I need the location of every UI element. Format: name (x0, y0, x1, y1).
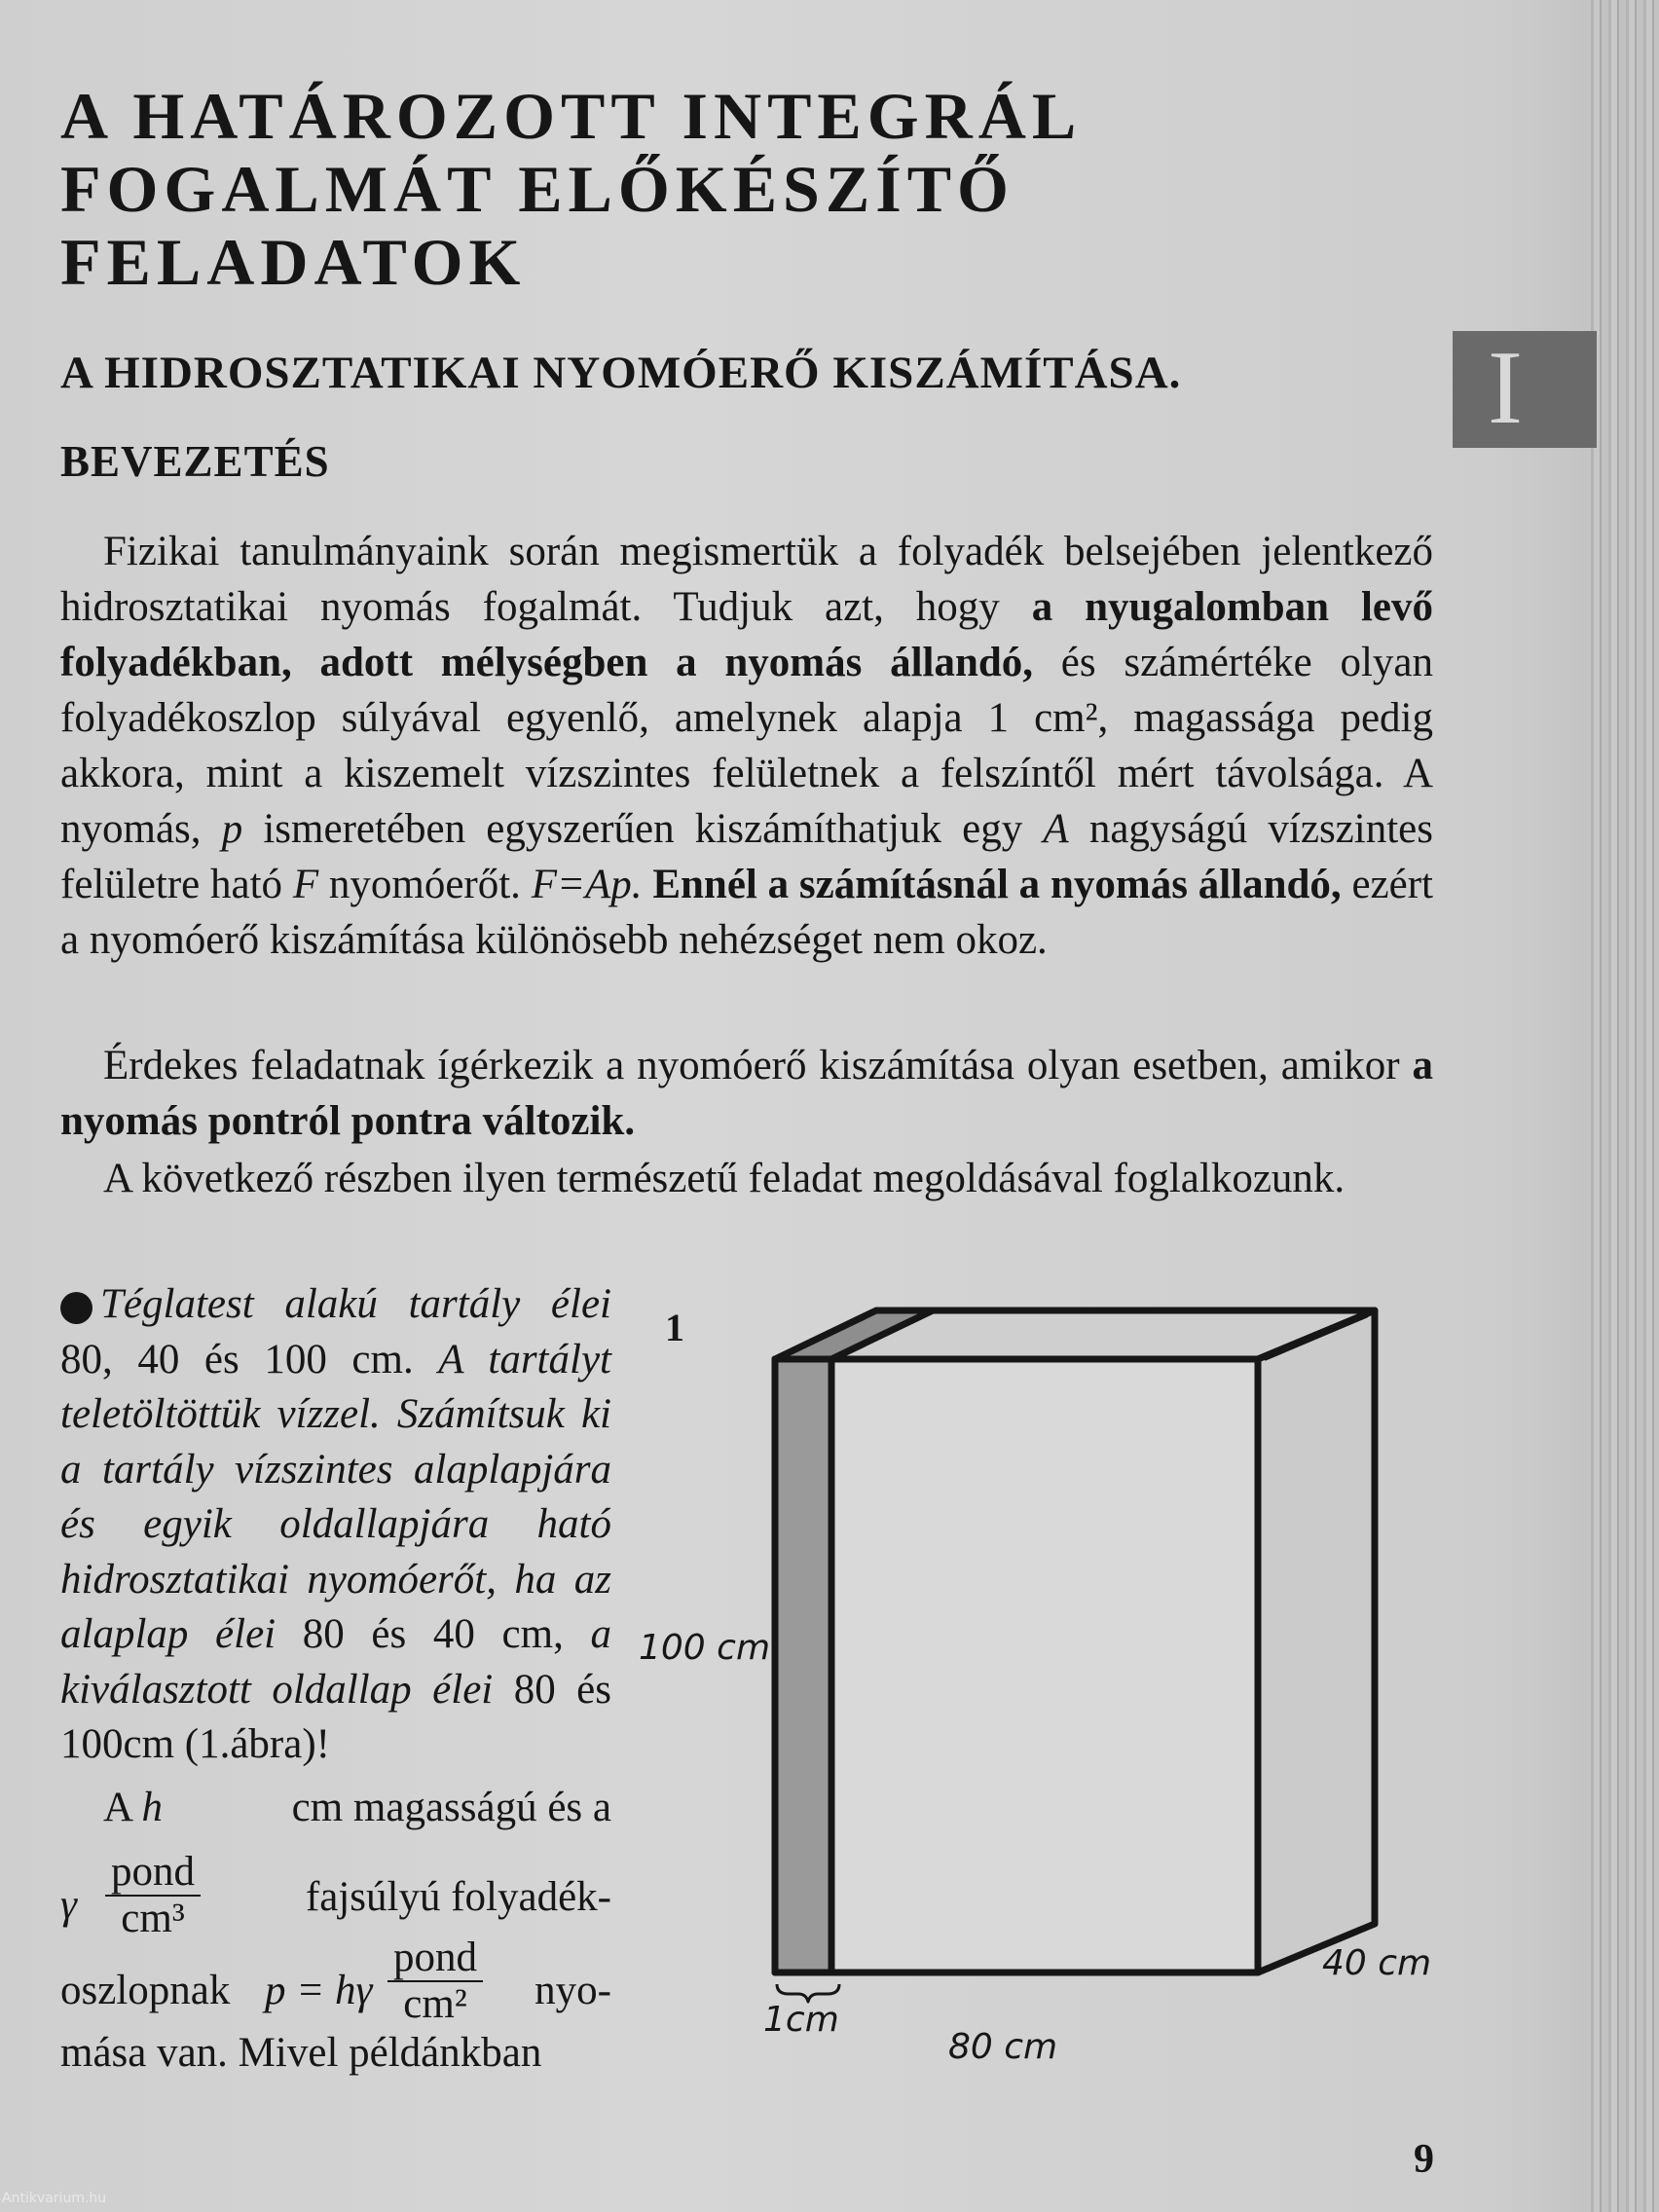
text-run: ezért a nyomóerő kiszámítása különösebb nehézséget nem okoz. (60, 862, 1433, 963)
dimension-wall: 1cm (763, 2000, 839, 2040)
text-run: 80 és 40 cm, (276, 1611, 591, 1657)
bold-run: Ennél a számításnál a nyomás állandó, (652, 862, 1342, 907)
figure-number: 1 (665, 1306, 684, 1349)
fraction-pond-cm2 (387, 1936, 483, 2027)
formula-text: fajsúlyú folyadék- (305, 1874, 611, 1920)
fraction-numerator: pond (105, 1850, 201, 1897)
variable-p: p (221, 806, 243, 852)
chapter-title-line-3: FELADATOK (60, 225, 527, 299)
fraction-denominator: cm³ (121, 1896, 185, 1941)
chapter-title (60, 80, 1277, 299)
formula-f-ap: F=Ap. (531, 862, 643, 907)
fraction-denominator: cm² (403, 1981, 467, 2027)
text-run: 80 és 100cm (1.ábra) (60, 1666, 611, 1767)
text-run: A következő részben ilyen természetű feladat megoldásával foglalkozunk. (103, 1156, 1346, 1201)
bold-run: a nyomás pontról pontra változik. (60, 1043, 1433, 1144)
italic-run: Téglatest alakú tartály élei (100, 1281, 611, 1327)
fraction-numerator: pond (387, 1936, 483, 1982)
gamma-symbol: γ (60, 1882, 77, 1928)
chapter-title-line-2: FOGALMÁT ELŐKÉSZÍTŐ (60, 152, 1014, 226)
dimension-depth: 40 cm (1322, 1943, 1432, 1983)
chapter-tab-label: I (1488, 330, 1523, 446)
text-run: ! (315, 1721, 330, 1767)
intro-paragraph-1 (60, 524, 1433, 968)
variable-h: h (141, 1785, 163, 1830)
bullet-icon (60, 1292, 92, 1324)
italic-run: a kiválasztott oldallap élei (60, 1611, 611, 1713)
formula-text: mása van. Mivel példánkban (60, 2030, 542, 2076)
chapter-title-line-1: A HATÁROZOTT INTEGRÁL (60, 79, 1083, 153)
formula-p-eq: p = hγ (265, 1968, 373, 2013)
formula-text: cm magasságú és a (291, 1785, 611, 1830)
bold-run: a nyugalomban levő folyadékban, adott mélységben a nyomás állandó, (60, 584, 1433, 685)
dimension-width: 80 cm (948, 2027, 1058, 2067)
watermark: Antikvarium.hu (2, 2191, 107, 2206)
formula-text (60, 1784, 163, 1831)
text-run: és számértéke olyan folyadékoszlop súlyával egyenlő, amelynek alapja 1 cm², magassága pedig akkora, mint a kiszemelt vízszintes felületnek a felszíntől mért távolsága. A nyomás, (60, 640, 1433, 852)
dimension-height: 100 cm (639, 1628, 771, 1668)
text-run: Fizikai tanulmányaink során megismertük a folyadék belsejében jelentkező hidrosztatikai nyomás fogalmát. Tudjuk azt, hogy (60, 529, 1433, 630)
text-run: ismeretében egyszerűen kiszámíthatjuk egy (242, 806, 1044, 852)
text-run: A (103, 1785, 142, 1830)
text-run: 80, 40 és 100 cm. (60, 1336, 439, 1382)
problem-statement (60, 1277, 611, 1773)
formula-text: nyo- (535, 1968, 611, 2013)
intro-paragraph-3 (60, 1151, 1433, 1206)
page-number: 9 (1414, 2137, 1434, 2182)
intro-paragraph-2 (60, 1038, 1433, 1149)
formula-text: oszlopnak (60, 1968, 231, 2013)
italic-run: A tartályt teletöltöttük vízzel. Számítsuk ki a tartály vízszintes alaplapjára és egyik oldallapjára ható hidrosztatikai nyomóerőt, ha az alaplap élei (60, 1336, 611, 1657)
variable-a: A (1043, 806, 1069, 852)
tank-figure (623, 1275, 1421, 2074)
tank-side-face (1258, 1310, 1375, 1972)
subsection-title: BEVEZETÉS (60, 437, 330, 486)
chapter-tab (1453, 331, 1597, 448)
text-run: nagyságú vízszintes felületre ható (60, 806, 1433, 907)
section-title: A HIDROSZTATIKAI NYOMÓERŐ KISZÁMÍTÁSA. (60, 348, 1182, 398)
text-run: Érdekes feladatnak ígérkezik a nyomóerő kiszámítása olyan esetben, amikor (103, 1043, 1413, 1088)
fraction-pond-cm3 (105, 1850, 201, 1941)
tank-front-face (775, 1359, 1258, 1972)
text-run: nyomóerőt. (318, 862, 532, 907)
variable-f: F (292, 862, 319, 907)
page-edge-stack (1591, 0, 1659, 2212)
formula-line-1 (60, 1784, 611, 1831)
tank-wall (775, 1359, 831, 1972)
